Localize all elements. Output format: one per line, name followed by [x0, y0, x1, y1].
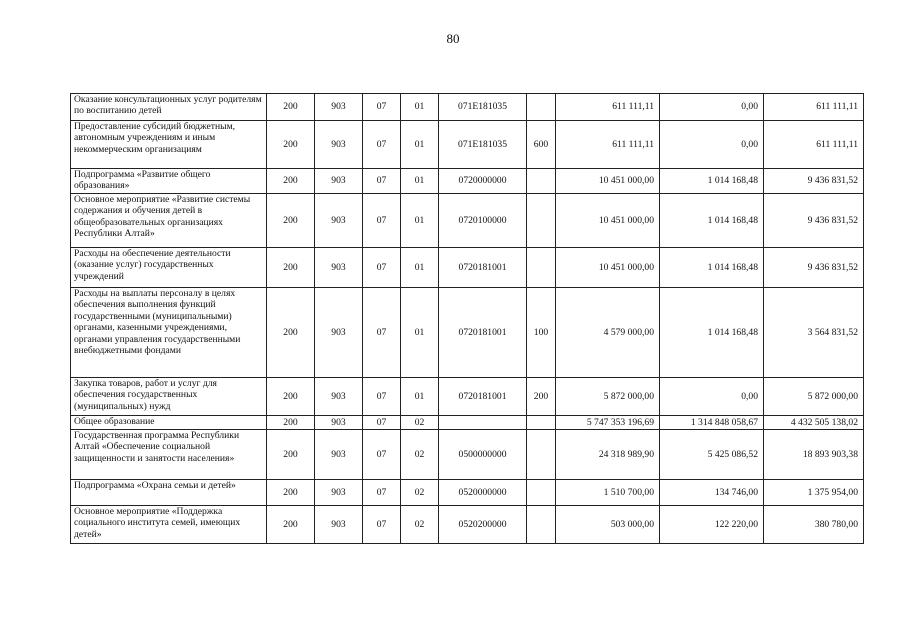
ministry-code: 903	[315, 248, 363, 288]
target-item-code: 071E181035	[439, 121, 527, 169]
amount-total: 9 436 831,52	[764, 248, 864, 288]
amount-change: 1 014 168,48	[660, 169, 764, 194]
amount-change: 1 014 168,48	[660, 248, 764, 288]
expense-type-code	[527, 506, 556, 544]
subsection-code: 01	[401, 169, 439, 194]
subsection-code: 01	[401, 288, 439, 378]
amount-approved: 611 111,11	[556, 94, 660, 121]
amount-total: 3 564 831,52	[764, 288, 864, 378]
amount-total: 4 432 505 138,02	[764, 416, 864, 430]
table-row	[71, 416, 864, 430]
table-row	[71, 430, 864, 480]
expense-type-code	[527, 194, 556, 248]
page-number: 80	[446, 31, 460, 46]
expense-name: Государственная программа Республики Алтай «Обеспечение социальной защищенности и занятости населения»	[71, 430, 267, 480]
expense-type-code: 600	[527, 121, 556, 169]
amount-approved: 611 111,11	[556, 121, 660, 169]
amount-total: 611 111,11	[764, 94, 864, 121]
amount-approved: 4 579 000,00	[556, 288, 660, 378]
subsection-code: 01	[401, 121, 439, 169]
subsection-code: 02	[401, 506, 439, 544]
amount-total: 611 111,11	[764, 121, 864, 169]
amount-approved: 10 451 000,00	[556, 248, 660, 288]
code-cell: 200	[267, 506, 315, 544]
amount-approved: 10 451 000,00	[556, 169, 660, 194]
amount-approved: 1 510 700,00	[556, 480, 660, 506]
table-row	[71, 194, 864, 248]
target-item-code: 0720181001	[439, 378, 527, 416]
subsection-code: 02	[401, 430, 439, 480]
amount-change: 0,00	[660, 121, 764, 169]
ministry-code: 903	[315, 378, 363, 416]
ministry-code: 903	[315, 194, 363, 248]
amount-change: 134 746,00	[660, 480, 764, 506]
target-item-code: 0720100000	[439, 194, 527, 248]
section-code: 07	[363, 169, 401, 194]
expense-name: Расходы на выплаты персоналу в целях обеспечения выполнения функций государственными (муниципальными) органами, казенными учреждениями, органами управления государственными внебюджетными фондами	[71, 288, 267, 378]
target-item-code: 0520200000	[439, 506, 527, 544]
code-cell: 200	[267, 378, 315, 416]
expense-name: Оказание консультационных услуг родителям по воспитанию детей	[71, 94, 267, 121]
target-item-code	[439, 416, 527, 430]
target-item-code: 0520000000	[439, 480, 527, 506]
amount-total: 380 780,00	[764, 506, 864, 544]
amount-approved: 24 318 989,90	[556, 430, 660, 480]
subsection-code: 02	[401, 416, 439, 430]
code-cell: 200	[267, 430, 315, 480]
amount-change: 1 014 168,48	[660, 194, 764, 248]
section-code: 07	[363, 378, 401, 416]
ministry-code: 903	[315, 169, 363, 194]
section-code: 07	[363, 416, 401, 430]
expense-name: Основное мероприятие «Развитие системы содержания и обучения детей в общеобразовательных организациях Республики Алтай»	[71, 194, 267, 248]
code-cell: 200	[267, 480, 315, 506]
subsection-code: 01	[401, 378, 439, 416]
amount-change: 1 314 848 058,67	[660, 416, 764, 430]
target-item-code: 0720181001	[439, 288, 527, 378]
ministry-code: 903	[315, 416, 363, 430]
ministry-code: 903	[315, 506, 363, 544]
section-code: 07	[363, 288, 401, 378]
budget-table	[70, 93, 864, 544]
amount-approved: 5 747 353 196,69	[556, 416, 660, 430]
amount-change: 1 014 168,48	[660, 288, 764, 378]
expense-type-code: 200	[527, 378, 556, 416]
section-code: 07	[363, 506, 401, 544]
section-code: 07	[363, 480, 401, 506]
code-cell: 200	[267, 194, 315, 248]
expense-type-code	[527, 416, 556, 430]
subsection-code: 01	[401, 94, 439, 121]
expense-type-code	[527, 430, 556, 480]
amount-total: 1 375 954,00	[764, 480, 864, 506]
target-item-code: 0720181001	[439, 248, 527, 288]
amount-total: 9 436 831,52	[764, 169, 864, 194]
ministry-code: 903	[315, 288, 363, 378]
expense-name: Общее образование	[71, 416, 267, 430]
target-item-code: 0720000000	[439, 169, 527, 194]
amount-total: 9 436 831,52	[764, 194, 864, 248]
ministry-code: 903	[315, 430, 363, 480]
expense-type-code	[527, 169, 556, 194]
subsection-code: 02	[401, 480, 439, 506]
subsection-code: 01	[401, 194, 439, 248]
table-row	[71, 248, 864, 288]
code-cell: 200	[267, 94, 315, 121]
table-row	[71, 506, 864, 544]
table-row	[71, 378, 864, 416]
expense-type-code	[527, 248, 556, 288]
section-code: 07	[363, 194, 401, 248]
expense-name: Расходы на обеспечение деятельности (оказание услуг) государственных учреждений	[71, 248, 267, 288]
amount-approved: 5 872 000,00	[556, 378, 660, 416]
ministry-code: 903	[315, 121, 363, 169]
table-row	[71, 480, 864, 506]
expense-name: Подпрограмма «Развитие общего образования»	[71, 169, 267, 194]
target-item-code: 0500000000	[439, 430, 527, 480]
amount-approved: 503 000,00	[556, 506, 660, 544]
expense-name: Основное мероприятие «Поддержка социального института семей, имеющих детей»	[71, 506, 267, 544]
table-row	[71, 121, 864, 169]
ministry-code: 903	[315, 480, 363, 506]
expense-type-code: 100	[527, 288, 556, 378]
target-item-code: 071E181035	[439, 94, 527, 121]
code-cell: 200	[267, 169, 315, 194]
table-row	[71, 94, 864, 121]
section-code: 07	[363, 121, 401, 169]
amount-approved: 10 451 000,00	[556, 194, 660, 248]
code-cell: 200	[267, 248, 315, 288]
ministry-code: 903	[315, 94, 363, 121]
amount-change: 0,00	[660, 94, 764, 121]
expense-name: Закупка товаров, работ и услуг для обеспечения государственных (муниципальных) нужд	[71, 378, 267, 416]
section-code: 07	[363, 248, 401, 288]
amount-total: 18 893 903,38	[764, 430, 864, 480]
table-body	[71, 94, 864, 544]
code-cell: 200	[267, 121, 315, 169]
amount-total: 5 872 000,00	[764, 378, 864, 416]
code-cell: 200	[267, 288, 315, 378]
code-cell: 200	[267, 416, 315, 430]
amount-change: 0,00	[660, 378, 764, 416]
expense-type-code	[527, 480, 556, 506]
section-code: 07	[363, 430, 401, 480]
expense-name: Подпрограмма «Охрана семьи и детей»	[71, 480, 267, 506]
section-code: 07	[363, 94, 401, 121]
amount-change: 122 220,00	[660, 506, 764, 544]
expense-type-code	[527, 94, 556, 121]
amount-change: 5 425 086,52	[660, 430, 764, 480]
table-row	[71, 288, 864, 378]
expense-name: Предоставление субсидий бюджетным, автономным учреждениям и иным некоммерческим организациям	[71, 121, 267, 169]
subsection-code: 01	[401, 248, 439, 288]
table-row	[71, 169, 864, 194]
